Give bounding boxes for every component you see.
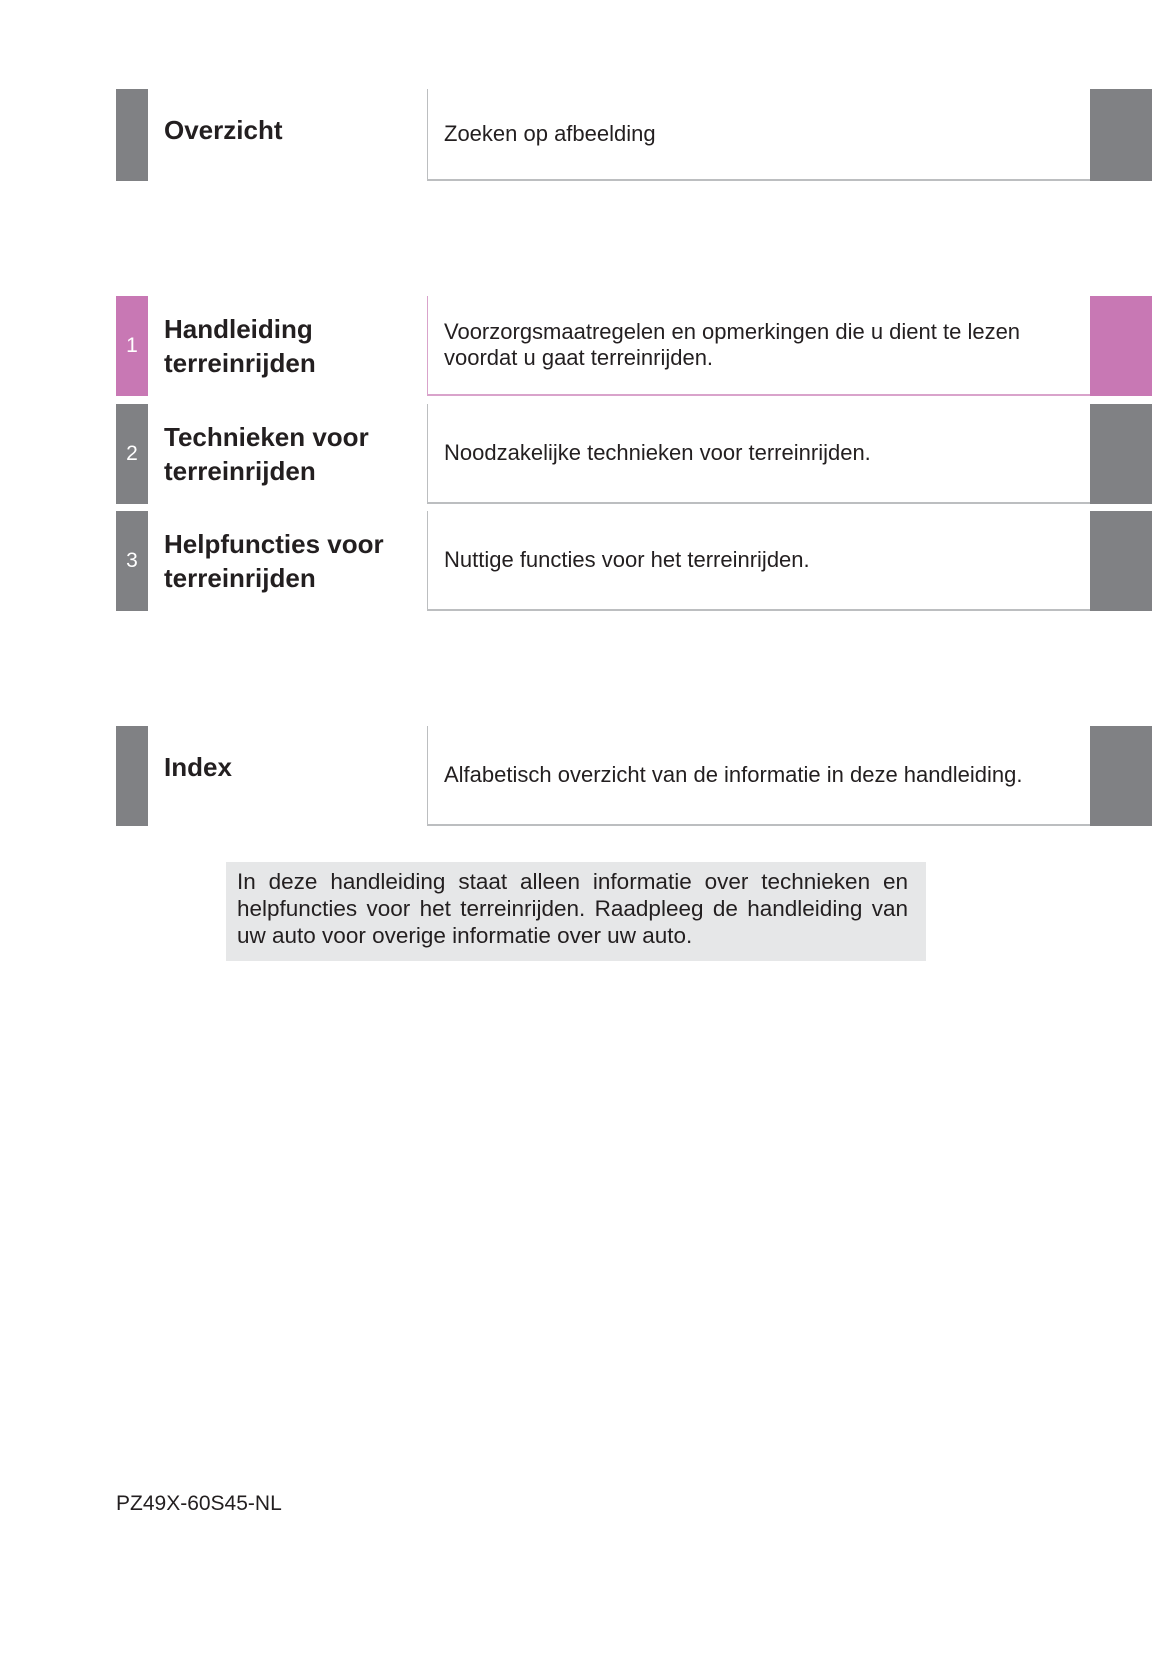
section-description: Nuttige functies voor het terreinrijden.: [427, 511, 1090, 611]
section-tab-left: [116, 726, 148, 826]
info-note: In deze handleiding staat alleen informatie over technieken en helpfuncties voor het terreinrijden. Raadpleeg de handleiding van uw auto voor overige informatie over uw auto.: [226, 862, 926, 961]
section-description: Noodzakelijke technieken voor terreinrijden.: [427, 404, 1090, 504]
section-description: Alfabetisch overzicht van de informatie in deze handleiding.: [427, 726, 1090, 826]
section-title[interactable]: Overzicht: [164, 115, 283, 145]
section-title[interactable]: Technieken voor terreinrijden: [164, 422, 369, 486]
chapter-number: 2: [116, 404, 148, 504]
toc-row-chapter-2[interactable]: [116, 404, 1152, 504]
section-tab-right: [1090, 726, 1152, 826]
section-tab-right: [1090, 511, 1152, 611]
section-tab-left: [116, 89, 148, 181]
section-tab-right: [1090, 404, 1152, 504]
section-description: Voorzorgsmaatregelen en opmerkingen die u dient te lezen voordat u gaat terreinrijden.: [427, 296, 1090, 396]
chapter-number: 1: [116, 296, 148, 396]
toc-row-chapter-1[interactable]: [116, 296, 1152, 396]
section-title[interactable]: Helpfuncties voor terreinrijden: [164, 529, 384, 593]
section-title[interactable]: Handleiding terreinrijden: [164, 314, 316, 378]
section-tab-right: [1090, 296, 1152, 396]
toc-row-chapter-3[interactable]: [116, 511, 1152, 611]
section-title[interactable]: Index: [164, 752, 232, 782]
section-tab-right: [1090, 89, 1152, 181]
chapter-number: 3: [116, 511, 148, 611]
section-description: Zoeken op afbeelding: [427, 89, 1090, 181]
document-code: PZ49X-60S45-NL: [116, 1492, 282, 1515]
toc-row-overview[interactable]: [116, 89, 1152, 181]
toc-row-index[interactable]: [116, 726, 1152, 826]
